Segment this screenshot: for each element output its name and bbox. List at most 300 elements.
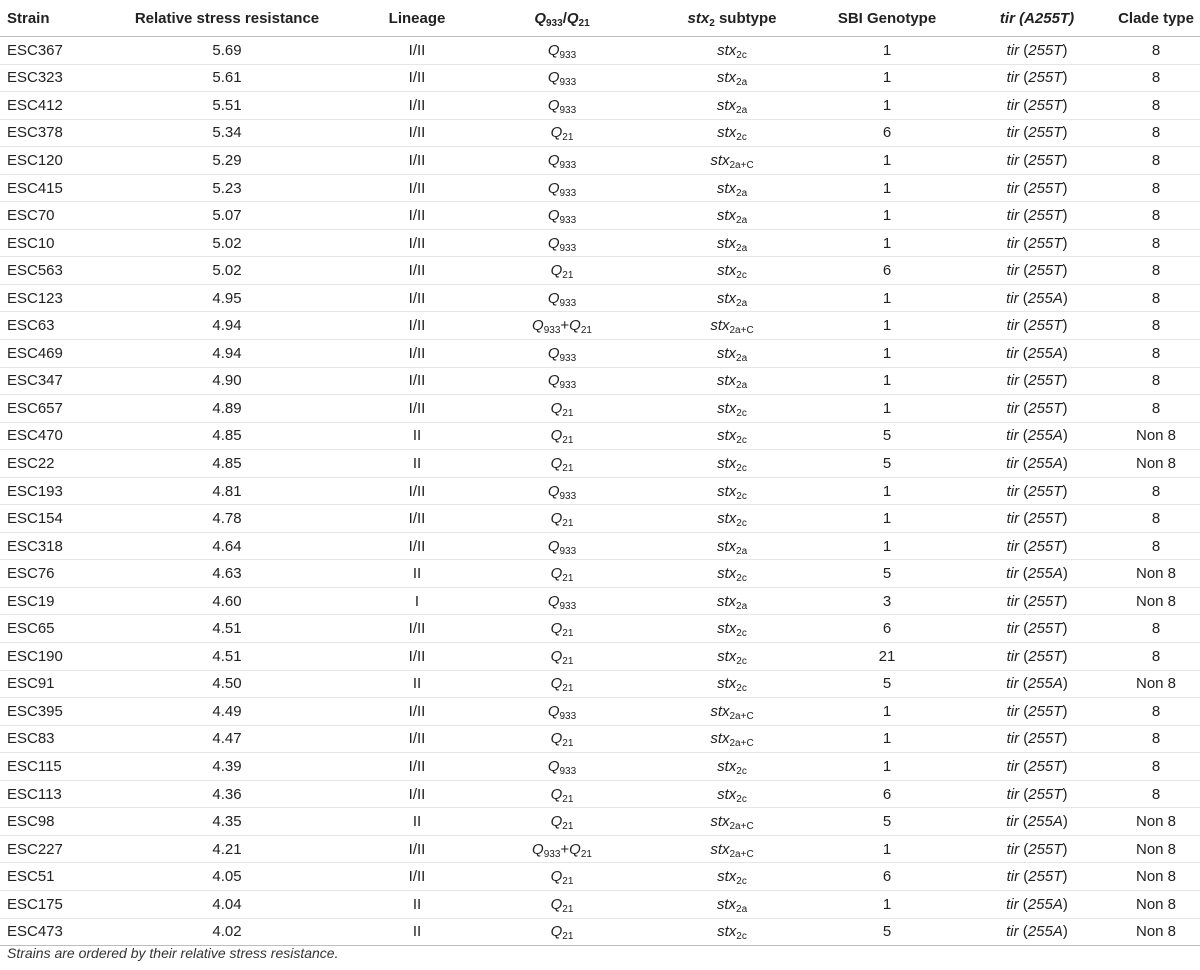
stx-subscript: 2a (736, 380, 748, 392)
q-subscript: 21 (562, 876, 574, 888)
tir-cell: tir (255T) (962, 532, 1112, 560)
q-subscript: 21 (580, 325, 592, 337)
stress-resistance-cell: 4.95 (92, 284, 362, 312)
stx-subtype-cell (652, 835, 812, 863)
table-row (0, 64, 1200, 92)
q-gene-cell (472, 202, 652, 230)
tir-allele: 255T (1028, 730, 1063, 748)
q-letter: Q (550, 895, 563, 913)
tir-allele: 255A (1027, 813, 1063, 831)
tir-prefix: tir (1006, 868, 1020, 886)
tir-allele: 255T (1028, 69, 1063, 87)
tir-cell: tir (255T) (962, 587, 1112, 615)
q-letter: Q (550, 454, 563, 472)
header-q-a-sub: 933 (546, 17, 563, 29)
header-q-sep: / (562, 9, 567, 27)
strain-cell: ESC98 (0, 808, 92, 836)
clade-type-cell: 8 (1112, 92, 1200, 120)
lineage-cell: I/II (362, 753, 472, 781)
lineage-cell: I/II (362, 505, 472, 533)
stx-subtype-cell (652, 147, 812, 175)
stx-prefix: stx (710, 840, 730, 858)
lineage-cell: I/II (362, 477, 472, 505)
stx-subtype-cell (652, 890, 812, 918)
q-subscript: 21 (562, 270, 574, 282)
strain-cell: ESC347 (0, 367, 92, 395)
tir-allele: 255T (1028, 482, 1063, 500)
table-row (0, 615, 1200, 643)
tir-cell: tir (255A) (962, 284, 1112, 312)
stx-subtype-cell (652, 284, 812, 312)
tir-allele: 255T (1028, 124, 1063, 142)
tir-allele: 255A (1027, 565, 1063, 583)
stx-prefix: stx (717, 399, 737, 417)
strain-cell: ESC154 (0, 505, 92, 533)
sbi-genotype-cell: 5 (812, 808, 962, 836)
tir-prefix: tir (1006, 179, 1020, 197)
sbi-genotype-cell: 1 (812, 147, 962, 175)
stress-resistance-cell: 4.36 (92, 780, 362, 808)
stx-subscript: 2c (736, 655, 747, 667)
table-row (0, 257, 1200, 285)
table-row (0, 119, 1200, 147)
stx-subscript: 2c (736, 628, 747, 640)
strain-cell: ESC19 (0, 587, 92, 615)
strain-cell: ESC22 (0, 450, 92, 478)
clade-type-cell: 8 (1112, 780, 1200, 808)
q-letter: Q (550, 427, 563, 445)
q-subscript: 21 (562, 738, 574, 750)
lineage-cell: I/II (362, 202, 472, 230)
stress-resistance-cell: 4.47 (92, 725, 362, 753)
table-row (0, 92, 1200, 120)
q-gene-cell (472, 477, 652, 505)
tir-prefix: tir (1006, 813, 1019, 831)
stx-subtype-cell (652, 753, 812, 781)
clade-type-cell: 8 (1112, 64, 1200, 92)
stx-subscript: 2a (736, 77, 748, 89)
header-lineage: Lineage (362, 0, 472, 37)
stx-subtype-cell (652, 340, 812, 368)
stx-subscript: 2c (736, 765, 747, 777)
stx-subscript: 2a+C (729, 325, 754, 337)
stress-resistance-cell: 5.23 (92, 174, 362, 202)
q-gene-cell (472, 422, 652, 450)
q-subscript: 21 (562, 793, 574, 805)
table-row (0, 587, 1200, 615)
lineage-cell: I/II (362, 119, 472, 147)
stress-resistance-cell: 4.94 (92, 312, 362, 340)
stress-resistance-cell: 4.05 (92, 863, 362, 891)
header-q-a: Q (534, 9, 546, 27)
q-subscript: 933 (559, 600, 577, 612)
stx-subtype-cell (652, 505, 812, 533)
header-q-b: Q (566, 9, 579, 27)
stx-subscript: 2a (736, 545, 748, 557)
header-q-gene (472, 0, 652, 37)
q-subscript: 933 (559, 187, 577, 199)
clade-type-cell: 8 (1112, 229, 1200, 257)
sbi-genotype-cell: 1 (812, 229, 962, 257)
clade-type-cell: Non 8 (1112, 422, 1200, 450)
stress-resistance-cell: 5.02 (92, 229, 362, 257)
strain-cell: ESC83 (0, 725, 92, 753)
q-letter: Q (547, 289, 560, 307)
table-row (0, 863, 1200, 891)
tir-prefix: tir (1006, 96, 1020, 114)
tir-cell: tir (255T) (962, 202, 1112, 230)
tir-prefix: tir (1006, 151, 1020, 169)
stx-subscript: 2c (736, 407, 747, 419)
stx-subtype-cell (652, 643, 812, 671)
header-stress-resistance: Relative stress resistance (92, 0, 362, 37)
strain-cell: ESC63 (0, 312, 92, 340)
tir-prefix: tir (1006, 41, 1020, 59)
tir-prefix: tir (1006, 69, 1020, 87)
q-subscript: 21 (580, 848, 592, 860)
lineage-cell: II (362, 450, 472, 478)
stx-subscript: 2c (736, 518, 747, 530)
strain-cell: ESC473 (0, 918, 92, 946)
q-gene-cell (472, 229, 652, 257)
stx-subscript: 2c (736, 793, 747, 805)
stress-resistance-cell: 4.78 (92, 505, 362, 533)
stx-subtype-cell (652, 808, 812, 836)
q-subscript: 933 (559, 352, 577, 364)
tir-prefix: tir (1006, 262, 1020, 280)
q-joiner: + (560, 317, 570, 335)
q-subscript: 21 (562, 518, 574, 530)
strain-cell: ESC470 (0, 422, 92, 450)
stx-subtype-cell (652, 422, 812, 450)
q-letter: Q (550, 262, 563, 280)
q-subscript: 933 (559, 297, 577, 309)
q-subscript: 21 (562, 462, 574, 474)
tir-cell: tir (255T) (962, 37, 1112, 65)
header-stx-sub: 2 (709, 17, 715, 29)
tir-allele: 255A (1027, 454, 1063, 472)
table-row (0, 312, 1200, 340)
strain-cell: ESC91 (0, 670, 92, 698)
q-gene-cell (472, 505, 652, 533)
table-row (0, 560, 1200, 588)
stx-prefix: stx (716, 69, 737, 87)
q-gene-cell (472, 119, 652, 147)
stx-subscript: 2a (736, 352, 748, 364)
tir-prefix: tir (1006, 757, 1020, 775)
stx-prefix: stx (717, 675, 737, 693)
table-row (0, 284, 1200, 312)
tir-prefix: tir (1006, 620, 1020, 638)
sbi-genotype-cell: 6 (812, 119, 962, 147)
tir-allele: 255T (1028, 96, 1063, 114)
stx-subtype-cell (652, 229, 812, 257)
lineage-cell: II (362, 890, 472, 918)
lineage-cell: I/II (362, 863, 472, 891)
lineage-cell: II (362, 560, 472, 588)
header-sbi-genotype: SBI Genotype (812, 0, 962, 37)
sbi-genotype-cell: 1 (812, 505, 962, 533)
table-row (0, 643, 1200, 671)
sbi-genotype-cell: 1 (812, 477, 962, 505)
stx-prefix: stx (716, 179, 737, 197)
tir-cell: tir (255T) (962, 863, 1112, 891)
tir-allele: 255T (1028, 399, 1063, 417)
tir-cell: tir (255A) (962, 808, 1112, 836)
stx-prefix: stx (717, 868, 737, 886)
tir-cell: tir (255T) (962, 698, 1112, 726)
stx-subtype-cell (652, 119, 812, 147)
stx-subscript: 2a (736, 903, 748, 915)
q-letter: Q (532, 317, 544, 335)
stx-prefix: stx (710, 813, 730, 831)
sbi-genotype-cell: 1 (812, 367, 962, 395)
stx-subscript: 2a (736, 297, 748, 309)
tir-prefix: tir (1006, 317, 1020, 335)
strain-cell: ESC395 (0, 698, 92, 726)
clade-type-cell: Non 8 (1112, 670, 1200, 698)
sbi-genotype-cell: 1 (812, 532, 962, 560)
tir-cell: tir (255T) (962, 643, 1112, 671)
q-gene-cell (472, 284, 652, 312)
lineage-cell: II (362, 808, 472, 836)
tir-prefix: tir (1006, 510, 1020, 528)
sbi-genotype-cell: 1 (812, 835, 962, 863)
sbi-genotype-cell: 1 (812, 284, 962, 312)
q-letter: Q (550, 675, 563, 693)
tir-prefix: tir (1006, 399, 1020, 417)
tir-cell: tir (255A) (962, 422, 1112, 450)
q-gene-cell (472, 560, 652, 588)
q-subscript: 933 (543, 325, 561, 337)
q-subscript: 21 (562, 573, 574, 585)
clade-type-cell: 8 (1112, 284, 1200, 312)
stx-subtype-cell (652, 64, 812, 92)
clade-type-cell: 8 (1112, 174, 1200, 202)
lineage-cell: II (362, 422, 472, 450)
stx-subtype-cell (652, 395, 812, 423)
sbi-genotype-cell: 6 (812, 257, 962, 285)
tir-cell: tir (255A) (962, 918, 1112, 946)
stx-subtype-cell (652, 780, 812, 808)
q-gene-cell (472, 615, 652, 643)
q-subscript: 933 (559, 159, 577, 171)
tir-prefix: tir (1006, 372, 1020, 390)
strain-cell: ESC412 (0, 92, 92, 120)
strain-cell: ESC193 (0, 477, 92, 505)
tir-allele: 255T (1028, 647, 1063, 665)
stx-subtype-cell (652, 615, 812, 643)
q-letter: Q (547, 344, 560, 362)
header-q-b-sub: 21 (578, 17, 590, 29)
q-gene-cell (472, 670, 652, 698)
q-subscript: 933 (559, 710, 577, 722)
stx-prefix: stx (716, 234, 737, 252)
tir-allele: 255A (1027, 344, 1063, 362)
stx-prefix: stx (710, 317, 730, 335)
lineage-cell: I/II (362, 312, 472, 340)
stx-subscript: 2a (736, 215, 748, 227)
q-letter: Q (550, 647, 563, 665)
q-letter: Q (532, 840, 544, 858)
stx-subscript: 2c (736, 876, 747, 888)
stress-resistance-cell: 4.21 (92, 835, 362, 863)
stx-subtype-cell (652, 312, 812, 340)
table-row (0, 918, 1200, 946)
stx-subscript: 2a (736, 104, 748, 116)
q-letter: Q (550, 923, 563, 941)
tir-allele: 255T (1028, 151, 1063, 169)
clade-type-cell: 8 (1112, 257, 1200, 285)
header-row (0, 0, 1200, 37)
sbi-genotype-cell: 1 (812, 174, 962, 202)
tir-cell: tir (255T) (962, 835, 1112, 863)
q-letter: Q (550, 730, 563, 748)
tir-cell: tir (255T) (962, 229, 1112, 257)
strain-cell: ESC323 (0, 64, 92, 92)
tir-prefix: tir (1006, 730, 1020, 748)
stress-resistance-cell: 5.34 (92, 119, 362, 147)
q-letter: Q (547, 592, 560, 610)
q-gene-cell (472, 174, 652, 202)
header-tir-rest: (A255T) (1014, 9, 1075, 27)
lineage-cell: I/II (362, 367, 472, 395)
tir-allele: 255T (1028, 537, 1063, 555)
clade-type-cell: 8 (1112, 615, 1200, 643)
q-subscript: 933 (543, 848, 561, 860)
stx-subscript: 2a (736, 600, 748, 612)
q-letter: Q (550, 124, 563, 142)
stx-subtype-cell (652, 670, 812, 698)
stress-resistance-cell: 4.50 (92, 670, 362, 698)
q-gene-cell (472, 37, 652, 65)
stx-subtype-cell (652, 37, 812, 65)
q-gene-cell (472, 780, 652, 808)
stx-prefix: stx (716, 289, 737, 307)
clade-type-cell: 8 (1112, 395, 1200, 423)
tir-prefix: tir (1006, 207, 1020, 225)
table-header (0, 0, 1200, 37)
strain-cell: ESC65 (0, 615, 92, 643)
tir-cell: tir (255T) (962, 119, 1112, 147)
tir-prefix: tir (1006, 702, 1020, 720)
strain-cell: ESC123 (0, 284, 92, 312)
table-row (0, 808, 1200, 836)
stress-resistance-cell: 4.89 (92, 395, 362, 423)
strain-cell: ESC76 (0, 560, 92, 588)
q-gene-cell (472, 532, 652, 560)
table-row (0, 505, 1200, 533)
lineage-cell: I/II (362, 229, 472, 257)
lineage-cell: I/II (362, 64, 472, 92)
q-subscript: 933 (559, 490, 577, 502)
tir-allele: 255T (1028, 510, 1063, 528)
lineage-cell: I/II (362, 37, 472, 65)
header-stx-subtype (652, 0, 812, 37)
q-letter: Q (550, 868, 563, 886)
stress-resistance-cell: 4.85 (92, 450, 362, 478)
stx-subscript: 2a+C (729, 738, 754, 750)
tir-cell: tir (255T) (962, 257, 1112, 285)
table-row (0, 367, 1200, 395)
clade-type-cell: Non 8 (1112, 560, 1200, 588)
stx-subscript: 2a (736, 242, 748, 254)
stx-subscript: 2c (736, 490, 747, 502)
stx-prefix: stx (717, 757, 737, 775)
q-subscript: 933 (559, 49, 577, 61)
q-letter: Q (547, 96, 560, 114)
tir-prefix: tir (1006, 482, 1020, 500)
q-letter: Q (547, 69, 560, 87)
stx-prefix: stx (710, 702, 730, 720)
q-letter: Q (550, 785, 563, 803)
stress-resistance-cell: 4.63 (92, 560, 362, 588)
stx-subtype-cell (652, 725, 812, 753)
q-gene-cell (472, 395, 652, 423)
sbi-genotype-cell: 5 (812, 918, 962, 946)
q-subscript: 21 (562, 931, 574, 943)
tir-cell: tir (255T) (962, 367, 1112, 395)
tir-allele: 255T (1028, 317, 1063, 335)
tir-allele: 255T (1028, 840, 1063, 858)
tir-prefix: tir (1006, 124, 1020, 142)
sbi-genotype-cell: 1 (812, 37, 962, 65)
header-tir-main: tir (999, 9, 1015, 27)
stx-subscript: 2c (736, 573, 747, 585)
tir-prefix: tir (1006, 675, 1019, 693)
stx-subscript: 2c (736, 435, 747, 447)
lineage-cell: I (362, 587, 472, 615)
stx-prefix: stx (717, 124, 737, 142)
sbi-genotype-cell: 21 (812, 643, 962, 671)
lineage-cell: I/II (362, 284, 472, 312)
tir-cell: tir (255T) (962, 64, 1112, 92)
q-gene-cell (472, 863, 652, 891)
stx-prefix: stx (717, 454, 737, 472)
tir-prefix: tir (1006, 454, 1019, 472)
stx-subtype-cell (652, 450, 812, 478)
table-row (0, 37, 1200, 65)
q-subscript: 933 (559, 242, 577, 254)
stx-prefix: stx (717, 41, 737, 59)
lineage-cell: I/II (362, 395, 472, 423)
stx-subscript: 2c (736, 132, 747, 144)
stx-subscript: 2a+C (729, 848, 754, 860)
tir-cell: tir (255T) (962, 312, 1112, 340)
sbi-genotype-cell: 1 (812, 698, 962, 726)
strain-cell: ESC10 (0, 229, 92, 257)
stress-resistance-cell: 4.90 (92, 367, 362, 395)
clade-type-cell: Non 8 (1112, 835, 1200, 863)
stx-prefix: stx (716, 344, 737, 362)
stx-prefix: stx (716, 537, 737, 555)
stx-subtype-cell (652, 174, 812, 202)
lineage-cell: I/II (362, 725, 472, 753)
table-body (0, 37, 1200, 946)
table-row (0, 698, 1200, 726)
tir-prefix: tir (1006, 647, 1020, 665)
table-row (0, 174, 1200, 202)
table-row (0, 835, 1200, 863)
q-letter: Q (547, 482, 560, 500)
q-letter: Q (547, 234, 560, 252)
q-letter: Q (550, 565, 563, 583)
stx-prefix: stx (716, 592, 737, 610)
tir-cell: tir (255A) (962, 340, 1112, 368)
stress-resistance-cell: 4.81 (92, 477, 362, 505)
clade-type-cell: 8 (1112, 202, 1200, 230)
sbi-genotype-cell: 1 (812, 753, 962, 781)
